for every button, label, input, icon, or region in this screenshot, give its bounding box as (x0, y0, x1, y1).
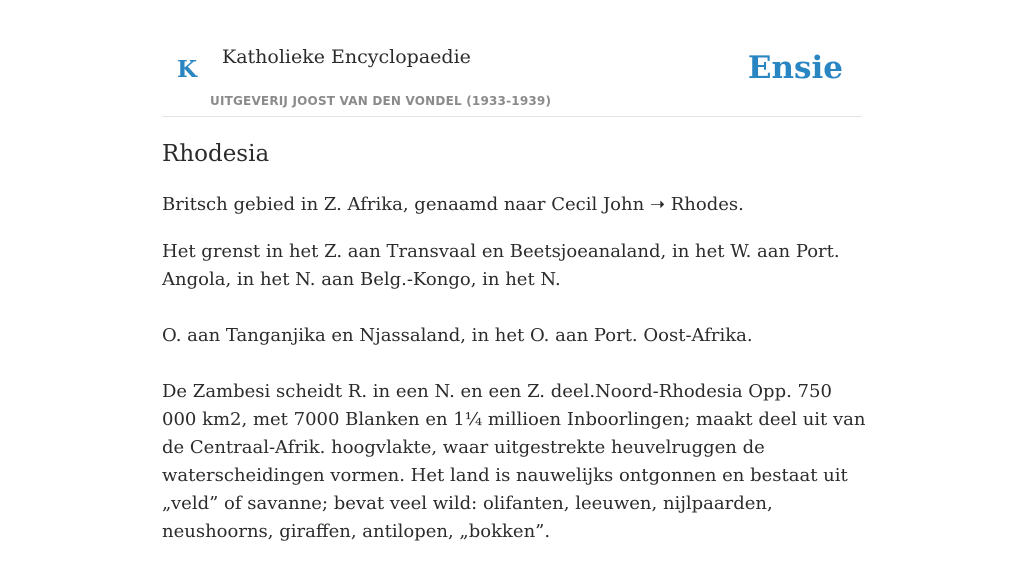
site-header (162, 36, 862, 117)
article-paragraph-1 (162, 191, 867, 219)
article-paragraph-4: De Zambesi scheidt R. in een N. en een Z. deel.Noord-Rhodesia Opp. 750 000 km2, met 7000 Blanken en 1¼ millioen Inboorlingen; maakt deel uit van de Centraal-Afrik. hoogvlakte, waar uitgestrekte heuvelruggen de waterscheidingen vormen. Het land is nauwelijks ontgonnen en bestaat uit „veld” of savanne; bevat veel wild: olifanten, leeuwen, nijlpaarden, neushoorns, giraffen, antilopen, „bokken”. (162, 381, 866, 542)
brand-logo[interactable]: Ensie (747, 50, 843, 86)
publisher-subtitle: UITGEVERIJ JOOST VAN DEN VONDEL (1933-1939) (210, 94, 552, 108)
site-title-link[interactable]: Katholieke Encyclopaedie (222, 46, 471, 68)
article-paragraph-3: O. aan Tanganjika en Njassaland, in het O. aan Port. Oost-Afrika. (162, 325, 753, 346)
rhodes-link[interactable]: ➝ Rhodes (649, 194, 739, 215)
article-title: Rhodesia (162, 141, 270, 167)
paragraph-text: . (738, 194, 744, 215)
article-paragraph-2: Het grenst in het Z. aan Transvaal en Beetsjoeanaland, in het W. aan Port. Angola, in het N. aan Belg.-Kongo, in het N. (162, 241, 840, 290)
site-logo[interactable]: K (177, 56, 197, 83)
article (162, 138, 867, 565)
paragraph-text: Britsch gebied in Z. Afrika, genaamd naar Cecil John (162, 194, 650, 215)
